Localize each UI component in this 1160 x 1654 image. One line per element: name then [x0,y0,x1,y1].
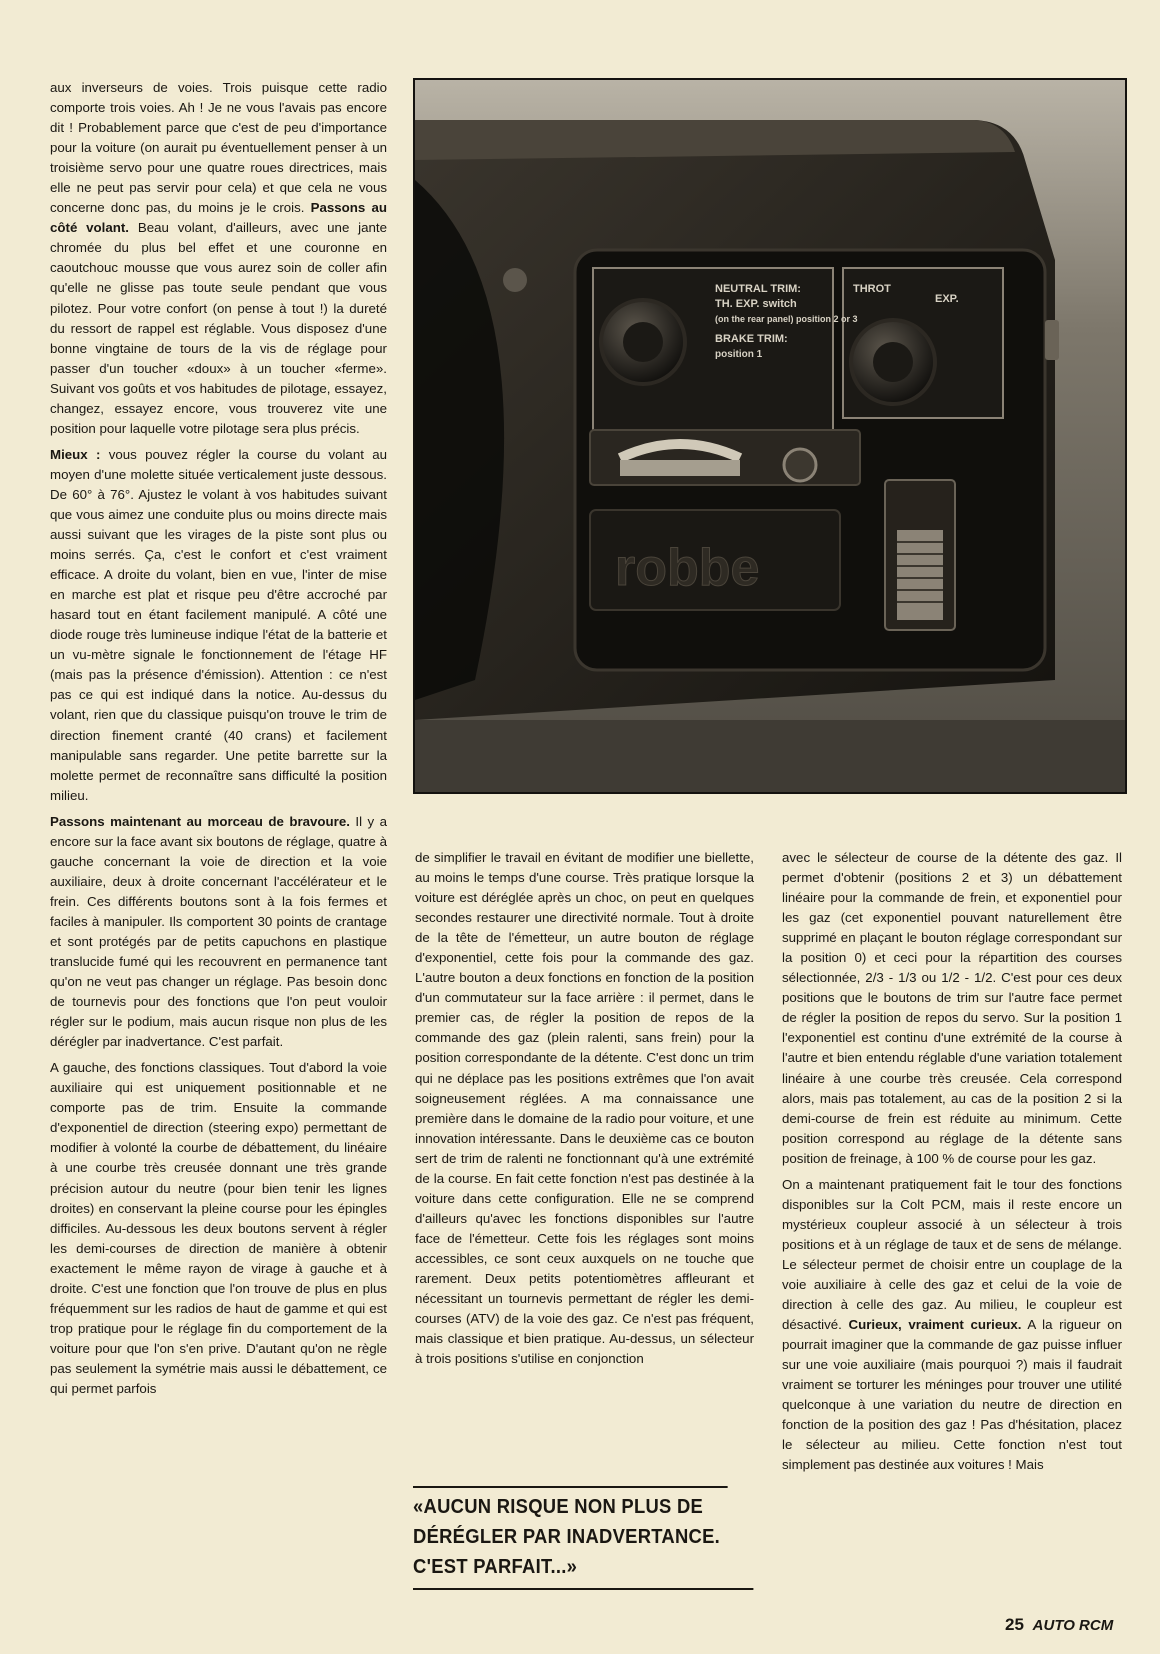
panel-label: BRAKE TRIM: [715,333,788,345]
panel-label: (on the rear panel) position 2 or 3 [715,314,858,324]
body-text: A la rigueur on pourrait imaginer que la commande de gaz puisse influer sur une voie auxiliaire (mais pourquoi ?) mais il faudrait vraiment se torturer les méninges pour trouver une utilité quelconque à une variation du neutre de direction en fonction de la position des gaz ! Pas d'hésitation, placez le sélecteur au milieu. Cette fonction n'est tout simplement pas destinée aux voitures ! Mais [782,1317,1122,1473]
body-text: On a maintenant pratiquement fait le tour des fonctions disponibles sur la Colt PCM, mais il reste encore un mystérieux coupleur associé à un sélecteur à trois positions et à un réglage de taux et de sens de mélange. Le sélecteur permet de choisir entre un couplage de la voie auxiliaire à celle des gaz et celui de la voie de direction à celle des gaz. Au milieu, le coupleur est désactivé. [782,1176,1122,1333]
body-text: de simplifier le travail en évitant de modifier une biellette, au moins le temps d'une course. Très pratique lorsque la voiture est déréglée après un choc, on peut en quelques secondes restaurer une directivité normale. Tout à droite de la tête de l'émetteur, un autre bouton de réglage d'exponentiel, cette fois pour la commande des gaz. L'autre bouton a deux fonctions en fonction de la position d'un commutateur sur la face arrière : il permet, dans le premier cas, de régler la position de repos de la commande des gaz (plein ralenti, sans frein) pour la position correspondante de la détente. C'est donc un trim qui ne déplace pas les positions extrêmes que l'on avait soigneusement réglées. A ma connaissance une première dans le domaine de la radio pour voiture, et une innovation intéressante. Dans le deuxième cas ce bouton sert de trim de ralenti ne fonctionnant qu'à une extrémité de la course. En fait cette fonction n'est pas destinée à la voiture dans cette configuration. Elle ne se comprend d'ailleurs qu'avec les fonctions disponibles sur l'autre face de l'émetteur. Cette fois les réglages sont moins accessibles, ce sont ceux auxquels on ne touche que rarement. Deux petits potentiomètres affleurant et nécessitant un tournevis permettant de régler les demi-courses (ATV) de la voie des gaz. Ce n'est pas fréquent, mais classique et bien pratique. Au-dessus, un sélecteur à trois positions s'utilise en conjonction [415,850,754,1367]
body-text: aux inverseurs de voies. Trois puisque cette radio comporte trois voies. Ah ! Je ne vous l'avais pas encore dit ! Probablement parce que c'est de peu d'importance pour la voiture (on aurait pu éventuellement penser à un troisième servo pour une quatre roues directrices, mais elle ne peut pas servir pour cela) et que cela ne vous concerne donc pas, du moins je le crois. [50,80,387,216]
panel-label: position 1 [715,349,763,360]
lead-in: Curieux, vraiment curieux. [848,1317,1022,1333]
page-number: 25 [1005,1615,1024,1634]
body-text: avec le sélecteur de course de la détente des gaz. Il permet d'obtenir (positions 2 et 3) un débattement linéaire pour la commande de frein, et exponentiel pour les gaz (cet exponentiel pouvant naturellement être supprimé en plaçant le bouton réglage correspondant sur la position 0) et ceci pour la répartition des courses sélectionnée, 2/3 - 1/3 ou 1/2 - 1/2. C'est pour ces deux positions que le boutons de trim sur l'autre face permet de régler la position de repos du servo. Sur la position 1 l'exponentiel est continu d'une extrémité de la course à l'autre et bien entendu réglable d'une variation totalement linéaire à une courbe très creusée. Cela correspond alors, mais pas totalement, au cas de la position 2 si la demi-course de frein est réduite au minimum. Cette position correspond au réglage de la détente sans position de freinage, à 100 % de course pour les gaz. [782,850,1122,1166]
lead-in: Passons au côté volant. [50,200,387,236]
lead-in: Passons maintenant au morceau de bravoure. [50,813,350,829]
body-text: vous pouvez régler la course du volant au moyen d'une molette située verticalement juste dessous. De 60° à 76°. Ajustez le volant à vos habitudes suivant que vous aimez une conduite plus ou moins directe mais aussi suivant que les virages de la piste sont plus ou moins serrés. Ça, c'est le confort et c'est vraiment efficace. A droite du volant, bien en vue, l'inter de mise en marche est plat et risque peu d'être accroché par hasard tout en étant facilement manipulé. A côté une diode rouge très lumineuse indique l'état de la batterie et un vu-mètre signale le fonctionnement de l'étage HF (mais pas la présence d'émission). Attention : ce n'est pas ce qui est indiqué dans la notice. Au-dessus du volant, rien que du classique puisqu'on trouve le trim de direction finement cranté (40 crans) et facilement manipulable sans regarder. Une petite barrette sur la molette permet de reconnaître sans difficulté la position milieu. [50,446,387,803]
lead-in: Mieux : [50,446,101,462]
text-column-right [782,848,1122,1475]
panel-label: EXP. [935,293,959,305]
paragraph [782,1175,1122,1476]
brand-logo: robbe [615,539,760,597]
transmitter-photo [413,78,1127,794]
pull-quote-line: «AUCUN RISQUE NON PLUS DE [413,1496,704,1518]
paragraph [782,848,1122,1169]
text-column-left [50,78,387,1399]
pull-quote-line: C'EST PARFAIT...» [413,1556,578,1578]
panel-label: NEUTRAL TRIM: [715,283,801,295]
text-column-middle [415,848,754,1369]
pull-quote-line: DÉRÉGLER PAR INADVERTANCE. [413,1526,721,1548]
page-footer [1005,1615,1113,1635]
panel-label: TH. EXP. switch [715,298,797,310]
paragraph [50,1058,387,1399]
paragraph [415,848,754,1369]
paragraph [50,445,387,806]
body-text: Il y a encore sur la face avant six boutons de réglage, quatre à gauche concernant la voie de direction et la voie auxiliaire, deux à droite concernant l'accélérateur et le frein. Ces différents boutons sont à la fois fermes et faciles à manipuler. Ils comportent 30 points de crantage et sont protégés par de petits capuchons en plastique translucide fumé qui les recouvrent en permanence tant qu'on ne veut pas changer un réglage. Pas besoin donc de tournevis pour des fonctions que l'on peut vouloir régler sur le podium, mais aucun risque non plus de les dérégler par inadvertance. C'est parfait. [50,813,388,1050]
panel-label: THROT [853,283,891,295]
paragraph [50,78,387,439]
paragraph [50,812,387,1053]
magazine-name: AUTO RCM [1032,1617,1114,1634]
divider [413,1588,753,1590]
body-text: Beau volant, d'ailleurs, avec une jante chromée du plus bel effet et une couronne en caoutchouc mousse que vous aurez soin de coller afin qu'elle ne glisse pas toute seule pendant que vous pilotez. Pour votre confort (on pense à tout !) la dureté du ressort de rappel est réglable. Vous disposez d'une bonne vingtaine de tours de la vis de réglage pour passer d'un toucher «doux» à un toucher «ferme». Suivant vos goûts et vos habitudes de pilotage, essayez, changez, essayez encore, vous trouverez vite une position pour laquelle votre pilotage sera plus précis. [50,220,387,436]
pull-quote [413,1486,728,1582]
body-text: A gauche, des fonctions classiques. Tout d'abord la voie auxiliaire qui est uniquement positionnable et ne comporte pas de trim. Ensuite la commande d'exponentiel de direction (steering expo) permettant de modifier à volonté la courbe de débattement, du linéaire à une courbe très creusée donnant une très grande précision autour du neutre (pour bien tenir les lignes droites) en conservant la pleine course pour les épingles difficiles. Au-dessous les deux boutons servent à régler les demi-courses de direction de manière à obtenir exactement le même rayon de virage à gauche et à droite. C'est une fonction que l'on trouve de plus en plus fréquemment sur les radios de haut de gamme et qui est trop pratique pour le réglage fin du comportement de la voiture pour que l'on s'en prive. D'autant qu'on ne règle pas seulement la symétrie mais aussi le débattement, ce qui permet parfois [50,1060,387,1396]
